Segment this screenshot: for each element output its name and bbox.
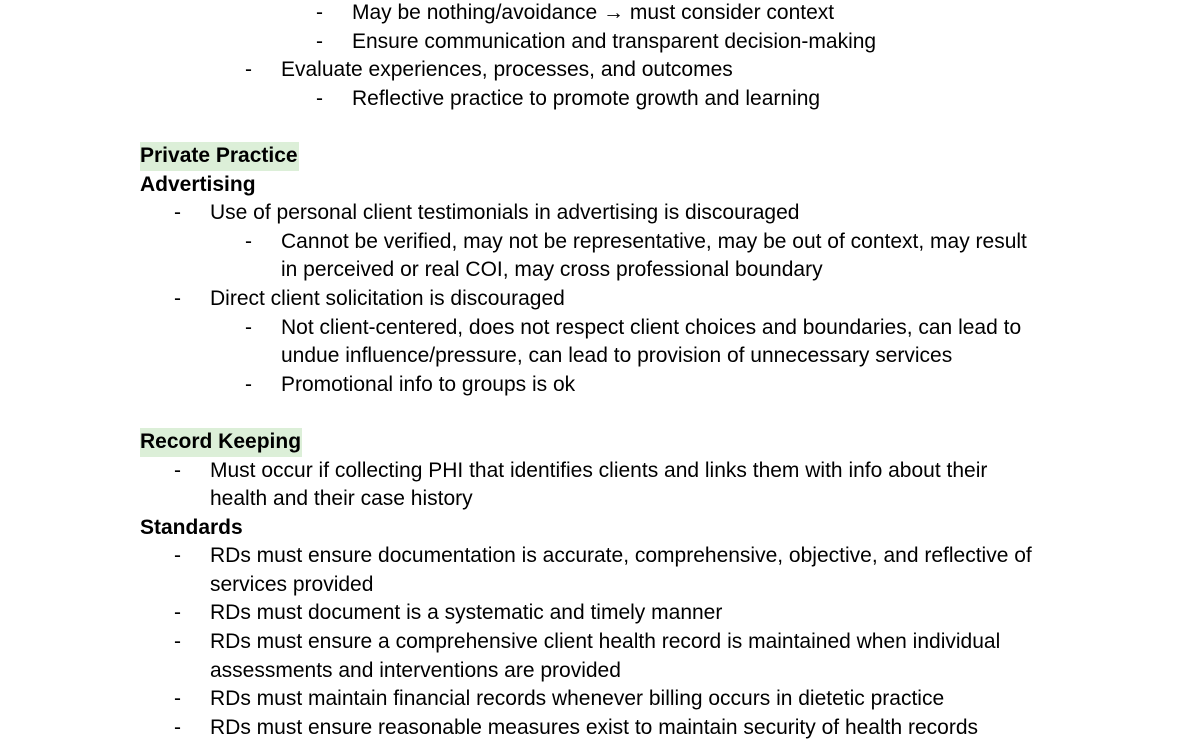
bullet-dash: -: [174, 630, 181, 654]
spacer: [0, 113, 1200, 142]
bullet-dash: -: [174, 458, 181, 482]
bullet-dash: -: [316, 1, 323, 24]
list-item-text: assessments and interventions are provided: [210, 658, 621, 682]
bullet-dash: -: [174, 201, 181, 225]
list-item-text: RDs must ensure reasonable measures exist to maintain security of health records: [210, 715, 979, 739]
list-item-text: RDs must maintain financial records whenever billing occurs in dietetic practice: [210, 687, 945, 711]
list-item-text: Not client-centered, does not respect client choices and boundaries, can lead to: [281, 315, 1022, 339]
bullet-dash: -: [245, 372, 252, 396]
bullet-dash: -: [174, 687, 181, 711]
list-item-continuation: [0, 342, 1200, 371]
list-item: [0, 0, 1200, 28]
list-item-continuation: [0, 657, 1200, 686]
list-item-text: in perceived or real COI, may cross professional boundary: [281, 258, 823, 282]
list-item: [0, 628, 1200, 657]
list-item-text: health and their case history: [210, 487, 473, 511]
list-item: [0, 599, 1200, 628]
list-item: [0, 314, 1200, 343]
spacer: [0, 399, 1200, 428]
list-item-text: Cannot be verified, may not be representative, may be out of context, may result: [281, 229, 1027, 253]
bullet-dash: -: [174, 715, 181, 739]
list-item-text: RDs must ensure documentation is accurate, comprehensive, objective, and reflective of: [210, 544, 1032, 568]
list-item-text: Reflective practice to promote growth and learning: [352, 86, 821, 110]
list-item: [0, 199, 1200, 228]
bullet-dash: -: [316, 29, 323, 53]
list-item-text: Promotional info to groups is ok: [281, 372, 576, 396]
list-item-text: undue influence/pressure, can lead to provision of unnecessary services: [281, 344, 953, 368]
private-practice-title: Private Practice: [140, 142, 299, 171]
list-item: [0, 28, 1200, 57]
list-item: [0, 371, 1200, 400]
list-item: [0, 285, 1200, 314]
list-item-text: Direct client solicitation is discouraged: [210, 286, 565, 310]
bullet-dash: -: [245, 229, 252, 253]
list-item-text: RDs must document is a systematic and timely manner: [210, 601, 723, 625]
list-item: [0, 85, 1200, 114]
subsection-heading: [0, 171, 1200, 200]
subsection-heading: [0, 514, 1200, 543]
list-item: [0, 56, 1200, 85]
list-item-text: Ensure communication and transparent decision-making: [352, 29, 877, 53]
list-item-text: RDs must ensure a comprehensive client health record is maintained when individual: [210, 630, 1001, 654]
list-item-text: Evaluate experiences, processes, and outcomes: [281, 58, 733, 82]
list-item: [0, 685, 1200, 714]
list-item-continuation: [0, 256, 1200, 285]
list-item-text: Must occur if collecting PHI that identifies clients and links them with info about their: [210, 458, 988, 482]
list-item-continuation: [0, 571, 1200, 600]
bullet-dash: -: [245, 315, 252, 339]
bullet-dash: -: [174, 544, 181, 568]
list-item: [0, 228, 1200, 257]
list-item: [0, 714, 1200, 742]
list-item: [0, 457, 1200, 486]
record-keeping-title: Record Keeping: [140, 428, 302, 457]
section-heading: [0, 428, 1200, 457]
list-item-text: May be nothing/avoidance → must consider context: [352, 1, 835, 24]
list-item-text: Use of personal client testimonials in advertising is discouraged: [210, 201, 800, 225]
list-item-continuation: [0, 485, 1200, 514]
section-heading: [0, 142, 1200, 171]
advertising-heading: Advertising: [140, 172, 256, 196]
bullet-dash: -: [245, 58, 252, 82]
bullet-dash: -: [316, 86, 323, 110]
standards-heading: Standards: [140, 515, 243, 539]
list-item: [0, 542, 1200, 571]
bullet-dash: -: [174, 286, 181, 310]
list-item-text: services provided: [210, 572, 374, 596]
bullet-dash: -: [174, 601, 181, 625]
